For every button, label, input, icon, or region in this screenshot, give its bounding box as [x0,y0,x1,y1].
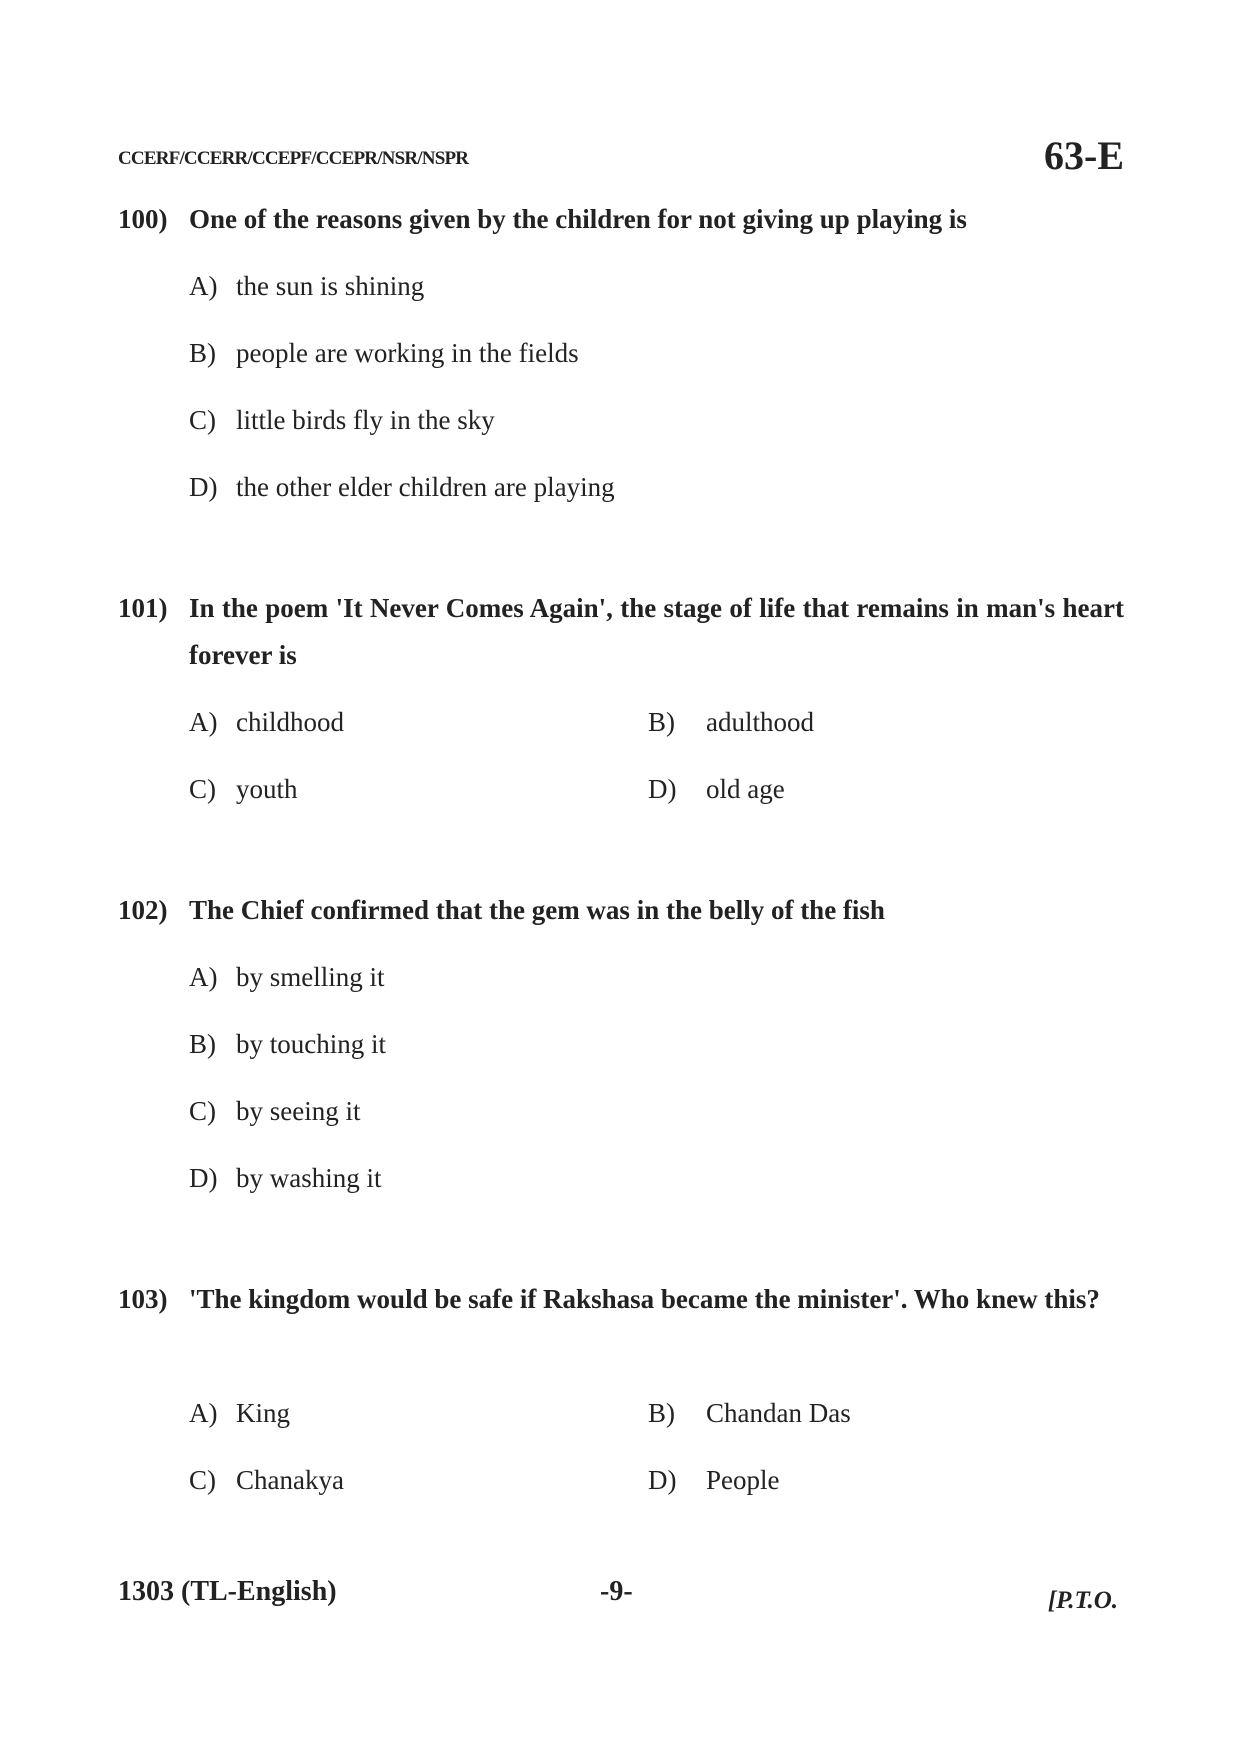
option-letter: B) [189,1029,216,1059]
option-b [189,1028,386,1060]
option-letter: A) [189,962,218,992]
question-number: 101) [118,593,168,623]
question-number: 103) [118,1284,168,1314]
header-code: CCERF/CCERR/CCEPF/CCEPR/NSR/NSPR [118,148,469,169]
question-103 [118,1276,1124,1323]
option-letter: B) [648,1398,675,1428]
question-text: In the poem 'It Never Comes Again', the stage of life that remains in man's heart forever is [189,593,1124,670]
option-d [189,471,615,503]
option-letter: C) [189,774,216,804]
option-text: people are working in the fields [236,338,579,368]
option-text: by washing it [236,1163,382,1193]
option-c [189,404,495,436]
page-number: -9- [600,1576,633,1607]
option-letter: D) [648,774,677,804]
option-letter: A) [189,271,218,301]
option-letter: B) [648,707,675,737]
option-letter: A) [189,707,218,737]
option-b [648,706,814,738]
option-d [648,773,785,805]
option-text: old age [706,774,785,804]
question-number: 100) [118,204,168,234]
question-102 [118,887,1124,934]
option-text: little birds fly in the sky [236,405,495,435]
option-text: by seeing it [236,1096,361,1126]
option-text: Chanakya [236,1465,344,1495]
footer-paper: 1303 (TL-English) [118,1576,337,1607]
option-c [189,1095,360,1127]
option-c [189,773,298,805]
option-text: the sun is shining [236,271,425,301]
option-letter: A) [189,1398,218,1428]
option-b [189,337,579,369]
question-number: 102) [118,895,168,925]
option-b [648,1397,851,1429]
option-a [189,1397,290,1429]
option-letter: D) [189,472,218,502]
option-letter: D) [648,1465,677,1495]
option-c [189,1464,344,1496]
option-d [189,1162,382,1194]
option-a [189,270,424,302]
option-text: by touching it [236,1029,386,1059]
option-text: People [706,1465,780,1495]
option-a [189,961,385,993]
option-letter: B) [189,338,216,368]
option-letter: C) [189,1465,216,1495]
option-a [189,706,344,738]
question-text: The Chief confirmed that the gem was in the belly of the fish [189,895,885,925]
option-text: King [236,1398,290,1428]
option-d [648,1464,780,1496]
option-letter: C) [189,1096,216,1126]
question-100 [118,196,1124,243]
question-text: 'The kingdom would be safe if Rakshasa became the minister'. Who knew this? [189,1284,1100,1314]
option-letter: C) [189,405,216,435]
question-text: One of the reasons given by the children for not giving up playing is [189,204,967,234]
paper-id: 63-E [1044,133,1124,178]
option-text: adulthood [706,707,814,737]
option-text: Chandan Das [706,1398,851,1428]
option-text: by smelling it [236,962,385,992]
option-text: the other elder children are playing [236,472,615,502]
option-letter: D) [189,1163,218,1193]
option-text: youth [236,774,298,804]
option-text: childhood [236,707,344,737]
pto-label: [P.T.O. [1047,1587,1118,1614]
question-101 [118,585,1124,679]
